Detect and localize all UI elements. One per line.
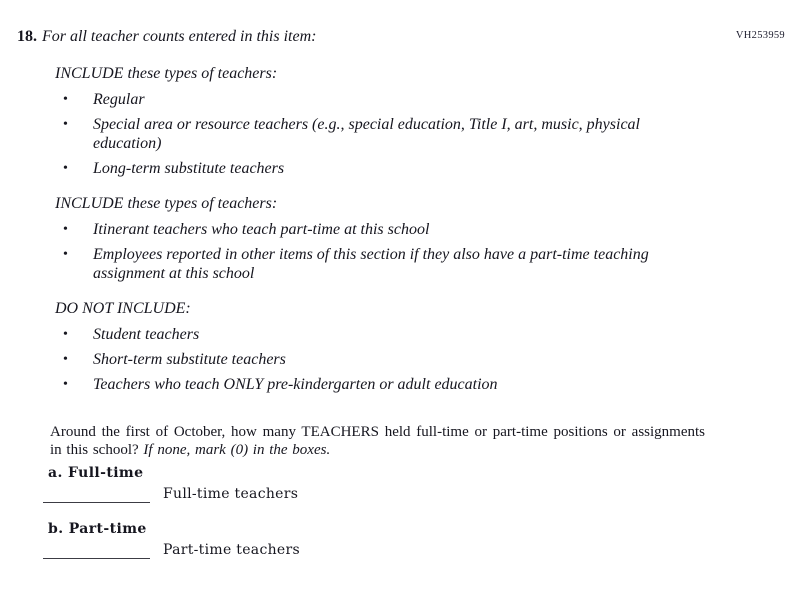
bullet-text: Regular <box>93 91 145 108</box>
part-time-answer-row <box>43 542 797 559</box>
list-item <box>55 90 797 109</box>
include-heading-1: INCLUDE these types of teachers: <box>55 65 278 82</box>
list-item <box>55 350 797 369</box>
do-not-include-section <box>55 299 797 394</box>
bullet-text: Employees reported in other items of this section if they also have a part-time teaching assignment at this school <box>93 246 649 282</box>
include-heading-2: INCLUDE these types of teachers: <box>55 195 278 212</box>
list-item <box>55 325 797 344</box>
answer-group-full-time <box>0 465 797 503</box>
bullet-icon: • <box>63 222 68 237</box>
list-item <box>55 375 797 394</box>
bullet-icon: • <box>63 161 68 176</box>
include-section-1 <box>55 64 797 178</box>
bullet-icon: • <box>63 377 68 392</box>
bullet-icon: • <box>63 247 68 262</box>
item-18-header <box>17 27 797 47</box>
form-code: VH253959 <box>735 30 785 41</box>
list-item <box>55 220 797 239</box>
list-item <box>55 245 797 283</box>
bullet-icon: • <box>63 117 68 132</box>
bullet-icon: • <box>63 92 68 107</box>
part-time-line-label: Part-time teachers <box>163 542 300 558</box>
bullet-text: Itinerant teachers who teach part-time at this school <box>93 221 430 238</box>
answer-group-part-time <box>0 521 797 559</box>
full-time-input-line[interactable] <box>43 487 150 503</box>
full-time-heading: a. Full-time <box>48 465 144 481</box>
item-number: 18. <box>17 28 37 45</box>
bullet-text: Student teachers <box>93 326 200 343</box>
question-note: If none, mark (0) in the boxes. <box>143 441 331 458</box>
do-not-include-heading: DO NOT INCLUDE: <box>55 300 191 317</box>
bullet-icon: • <box>63 327 68 342</box>
part-time-heading: b. Part-time <box>48 521 147 537</box>
include-section-2 <box>55 194 797 283</box>
bullet-text: Short-term substitute teachers <box>93 351 286 368</box>
bullet-text: Long-term substitute teachers <box>93 160 285 177</box>
list-item <box>55 159 797 178</box>
question-main: Around the first of October, how many TEACHERS held full-time or part-time positions or assignments in this school? <box>50 424 705 458</box>
question-text <box>50 424 705 459</box>
full-time-line-label: Full-time teachers <box>163 486 299 502</box>
bullet-icon: • <box>63 352 68 367</box>
bullet-text: Special area or resource teachers (e.g., special education, Title I, art, music, physical education) <box>93 116 640 152</box>
item-intro-text: For all teacher counts entered in this item: <box>42 28 317 45</box>
bullet-text: Teachers who teach ONLY pre-kindergarten or adult education <box>93 376 498 393</box>
part-time-input-line[interactable] <box>43 543 150 559</box>
instruction-sections <box>55 64 797 394</box>
list-item <box>55 115 797 153</box>
full-time-answer-row <box>43 486 797 503</box>
